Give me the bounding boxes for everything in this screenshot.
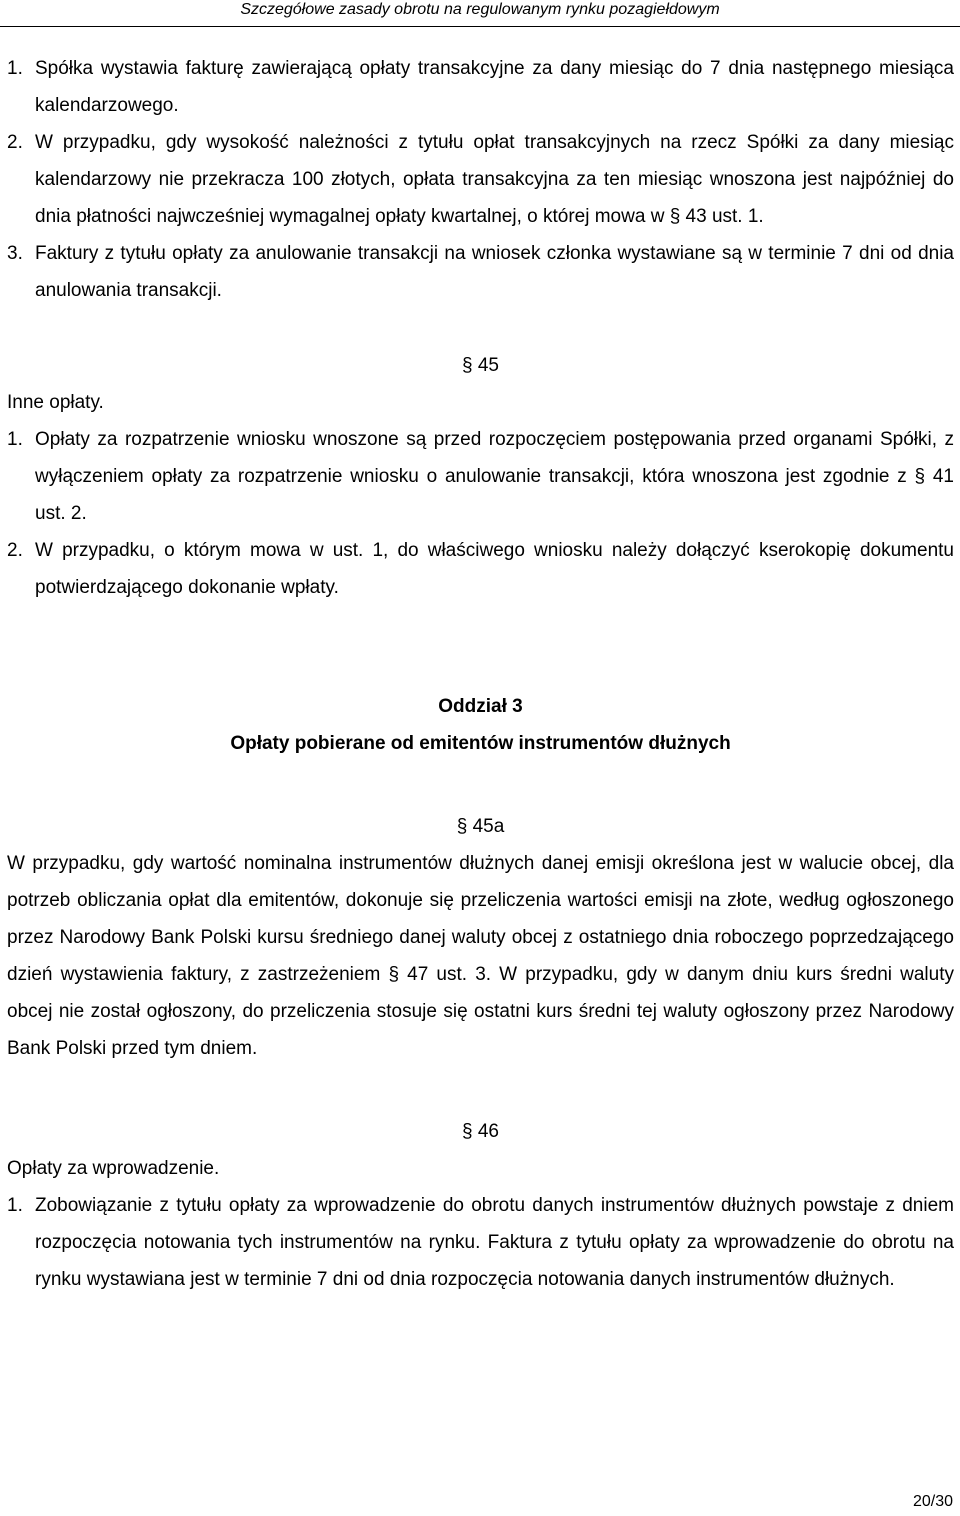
item-number: 1. bbox=[7, 429, 23, 450]
list-item bbox=[7, 532, 954, 606]
spacer bbox=[7, 1067, 954, 1113]
item-text: W przypadku, gdy wysokość należności z tytułu opłat transakcyjnych na rzecz Spółki za dany miesiąc kalendarzowy nie przekracza 100 złotych, opłata transakcyjna za ten miesiąc wnoszona jest najpóźniej do dnia płatności najwcześniej wymagalnej opłaty kwartalnej, o której mowa w § 43 ust. 1. bbox=[35, 132, 954, 227]
item-number: 1. bbox=[7, 1195, 23, 1216]
page-number: 20/30 bbox=[912, 1493, 953, 1510]
section-sign-46: § 46 bbox=[462, 1121, 499, 1142]
list-item bbox=[7, 235, 954, 309]
item-number: 1. bbox=[7, 58, 23, 79]
spacer bbox=[7, 309, 954, 347]
document-body bbox=[7, 50, 954, 1298]
section-title: Inne opłaty. bbox=[7, 392, 104, 413]
section-paragraph: W przypadku, gdy wartość nominalna instrumentów dłużnych danej emisji określona jest w walucie obcej, dla potrzeb obliczania opłat dla emitentów, dokonuje się przeliczenia wartości emisji na złote, według ogłoszonego przez Narodowy Bank Polski kursu średniego danej waluty obcej z ostatniego dnia roboczego poprzedzającego dzień wystawienia faktury, z zastrzeżeniem § 47 ust. 3. W przypadku, gdy w danym dniu kurs średni waluty obcej nie został ogłoszony, do przeliczenia stosuje się ostatni kurs średni tej waluty ogłoszony przez Narodowy Bank Polski przed tym dniem. bbox=[7, 853, 954, 1059]
spacer bbox=[7, 762, 954, 808]
item-text: Spółka wystawia fakturę zawierającą opłaty transakcyjne za dany miesiąc do 7 dnia następnego miesiąca kalendarzowego. bbox=[35, 58, 954, 116]
item-text: Zobowiązanie z tytułu opłaty za wprowadzenie do obrotu danych instrumentów dłużnych powstaje z dniem rozpoczęcia notowania tych instrumentów na rynku. Faktura z tytułu opłaty za wprowadzenie do obrotu na rynku wystawiana jest w terminie 7 dni od dnia rozpoczęcia notowania danych instrumentów dłużnych. bbox=[35, 1195, 954, 1290]
running-header: Szczegółowe zasady obrotu na regulowanym rynku pozagiełdowym bbox=[0, 0, 960, 27]
item-number: 2. bbox=[7, 540, 23, 561]
section-sign-45a: § 45a bbox=[456, 816, 505, 837]
item-text: Opłaty za rozpatrzenie wniosku wnoszone są przed rozpoczęciem postępowania przed organami Spółki, z wyłączeniem opłaty za rozpatrzenie wniosku o anulowanie transakcji, która wnoszona jest zgodnie z § 41 ust. 2. bbox=[35, 429, 954, 524]
list-item bbox=[7, 124, 954, 235]
list-item bbox=[7, 50, 954, 124]
item-number: 2. bbox=[7, 132, 23, 153]
spacer bbox=[7, 606, 954, 688]
chapter-heading: Oddział 3 bbox=[438, 696, 523, 717]
item-text: Faktury z tytułu opłaty za anulowanie transakcji na wniosek członka wystawiane są w terminie 7 dni od dnia anulowania transakcji. bbox=[35, 243, 954, 301]
list-item bbox=[7, 1187, 954, 1298]
item-text: W przypadku, o którym mowa w ust. 1, do właściwego wniosku należy dołączyć kserokopię dokumentu potwierdzającego dokonanie wpłaty. bbox=[35, 540, 954, 598]
section-sign-45: § 45 bbox=[462, 355, 499, 376]
section-title: Opłaty za wprowadzenie. bbox=[7, 1158, 220, 1179]
item-number: 3. bbox=[7, 243, 23, 264]
chapter-title: Opłaty pobierane od emitentów instrumentów dłużnych bbox=[230, 733, 731, 754]
list-item bbox=[7, 421, 954, 532]
